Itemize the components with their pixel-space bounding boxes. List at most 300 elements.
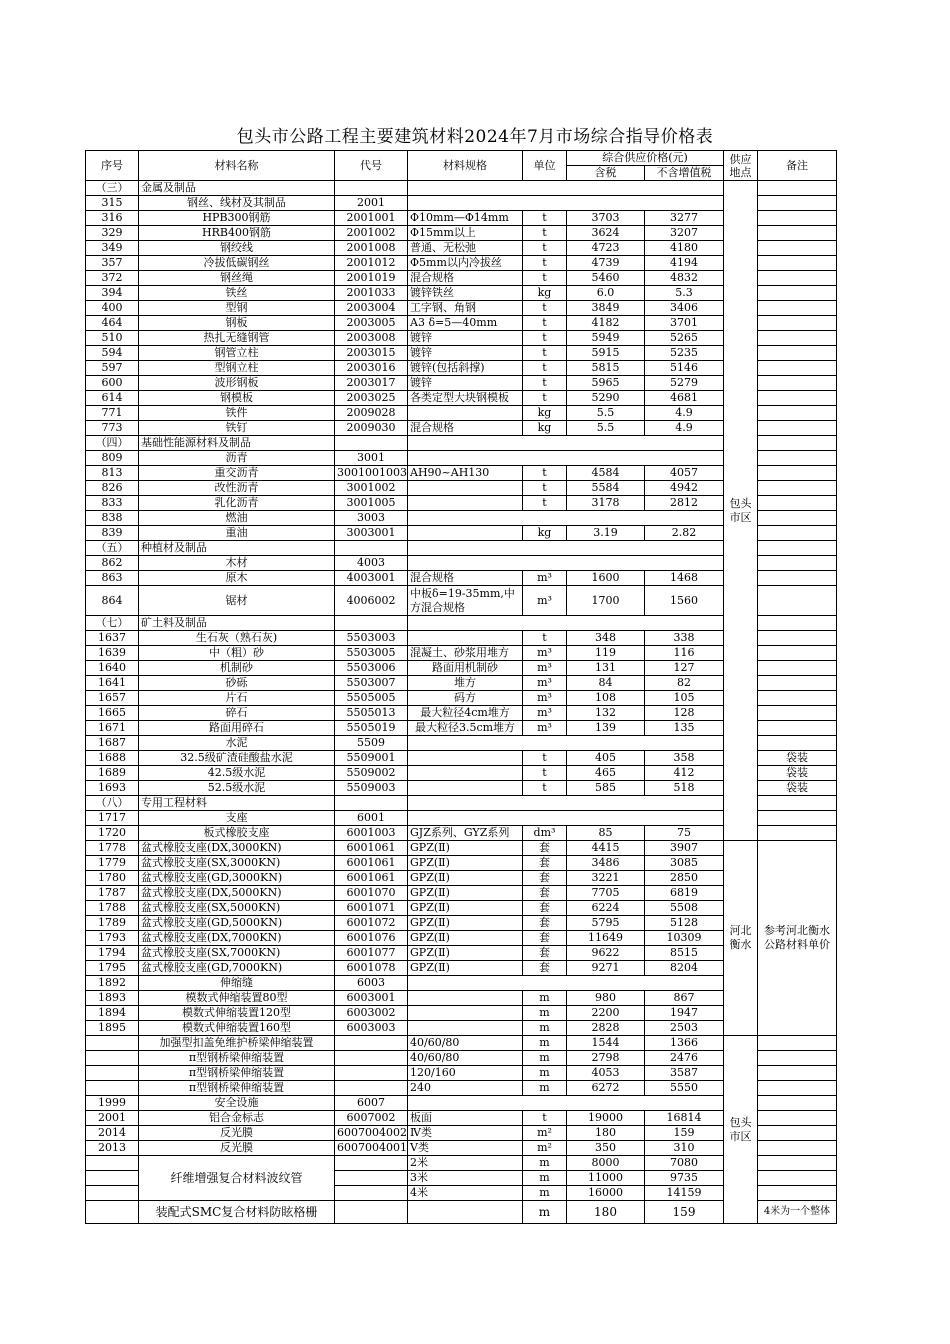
cell-code: 6001061 xyxy=(335,871,408,886)
cell-unit: kg xyxy=(523,286,567,301)
cell-remark xyxy=(758,1066,837,1081)
cell-price-tax-excl: 5128 xyxy=(645,916,724,931)
cell-spec: 镀锌 xyxy=(408,376,523,391)
cell-name: 盆式橡胶支座(GD,7000KN) xyxy=(139,961,335,976)
cell-code xyxy=(335,796,408,811)
cell-seq: 1720 xyxy=(86,826,139,841)
cell-seq: 349 xyxy=(86,241,139,256)
cell-spec xyxy=(408,751,523,766)
cell-price-tax-excl: 310 xyxy=(645,1141,724,1156)
cell-price-tax-excl: 3701 xyxy=(645,316,724,331)
cell-code: 2001 xyxy=(335,196,408,211)
cell-seq: 1892 xyxy=(86,976,139,991)
cell-remark xyxy=(758,541,837,556)
cell-remark xyxy=(758,691,837,706)
cell-price-tax-excl: 2812 xyxy=(645,496,724,511)
cell-name: 板式橡胶支座 xyxy=(139,826,335,841)
cell-unit: m³ xyxy=(523,691,567,706)
cell-code: 5503006 xyxy=(335,661,408,676)
cell-price-tax-excl: 1947 xyxy=(645,1006,724,1021)
cell-remark xyxy=(758,241,837,256)
header-tax-excl: 不含增值税 xyxy=(645,166,724,181)
cell-spec: 各类定型大块钢模板 xyxy=(408,391,523,406)
cell-remark xyxy=(758,511,837,526)
cell-seq: 1893 xyxy=(86,991,139,1006)
cell-price-tax-incl: 3849 xyxy=(567,301,645,316)
cell-price-tax-excl: 518 xyxy=(645,781,724,796)
cell-name: 热扎无缝钢管 xyxy=(139,331,335,346)
cell-remark xyxy=(758,1036,837,1051)
cell-seq: 1657 xyxy=(86,691,139,706)
subsection-title: 水泥 xyxy=(139,736,335,751)
page-title: 包头市公路工程主要建筑材料2024年7月市场综合指导价格表 xyxy=(236,127,714,147)
cell-empty xyxy=(408,436,724,451)
cell-price-tax-incl: 180 xyxy=(567,1126,645,1141)
cell-remark xyxy=(758,361,837,376)
cell-name: 钢绞线 xyxy=(139,241,335,256)
cell-unit: t xyxy=(523,481,567,496)
cell-code: 4003001 xyxy=(335,571,408,586)
cell-code: 6001061 xyxy=(335,856,408,871)
cell-remark xyxy=(758,391,837,406)
cell-spec xyxy=(408,1021,523,1036)
cell-price-tax-excl: 1468 xyxy=(645,571,724,586)
cell-seq: 1789 xyxy=(86,916,139,931)
cell-name: HPB300钢筋 xyxy=(139,211,335,226)
cell-remark xyxy=(758,331,837,346)
cell-remark xyxy=(758,211,837,226)
cell-price-tax-excl: 4832 xyxy=(645,271,724,286)
cell-price-tax-excl: 9735 xyxy=(645,1171,724,1186)
cell-code xyxy=(335,1081,408,1096)
cell-price-tax-excl: 4.9 xyxy=(645,421,724,436)
cell-price-tax-excl: 3277 xyxy=(645,211,724,226)
cell-price-tax-incl: 4182 xyxy=(567,316,645,331)
cell-empty xyxy=(408,736,724,751)
table-body xyxy=(86,181,837,1224)
cell-price-tax-excl: 3406 xyxy=(645,301,724,316)
cell-price-tax-excl: 82 xyxy=(645,676,724,691)
cell-remark: 袋装 xyxy=(758,751,837,766)
cell-price-tax-excl: 867 xyxy=(645,991,724,1006)
cell-spec xyxy=(408,631,523,646)
cell-seq: 1639 xyxy=(86,646,139,661)
cell-unit: m³ xyxy=(523,706,567,721)
cell-code xyxy=(335,1201,408,1224)
cell-spec xyxy=(408,481,523,496)
cell-price-tax-excl: 4.9 xyxy=(645,406,724,421)
cell-price-tax-excl: 5279 xyxy=(645,376,724,391)
cell-seq xyxy=(86,1201,139,1224)
cell-price-tax-excl: 75 xyxy=(645,826,724,841)
cell-remark xyxy=(758,421,837,436)
cell-code: 5503003 xyxy=(335,631,408,646)
cell-unit: 套 xyxy=(523,841,567,856)
cell-unit: 套 xyxy=(523,931,567,946)
cell-unit: m xyxy=(523,1006,567,1021)
cell-seq: 1794 xyxy=(86,946,139,961)
cell-price-tax-excl: 412 xyxy=(645,766,724,781)
cell-remark xyxy=(758,376,837,391)
cell-code: 6001061 xyxy=(335,841,408,856)
cell-name: 盆式橡胶支座(SX,7000KN) xyxy=(139,946,335,961)
cell-unit: kg xyxy=(523,421,567,436)
cell-spec xyxy=(408,1006,523,1021)
cell-spec: 混合规格 xyxy=(408,571,523,586)
cell-price-tax-incl: 84 xyxy=(567,676,645,691)
cell-remark xyxy=(758,661,837,676)
cell-seq: 862 xyxy=(86,556,139,571)
cell-seq: （三） xyxy=(86,181,139,196)
cell-code: 6001078 xyxy=(335,961,408,976)
cell-unit: m xyxy=(523,1081,567,1096)
cell-price-tax-incl: 5815 xyxy=(567,361,645,376)
cell-code: 4003 xyxy=(335,556,408,571)
cell-price-tax-excl: 1366 xyxy=(645,1036,724,1051)
cell-code xyxy=(335,1036,408,1051)
cell-name: 机制砂 xyxy=(139,661,335,676)
cell-name: 盆式橡胶支座(SX,3000KN) xyxy=(139,856,335,871)
cell-remark xyxy=(758,736,837,751)
header-code: 代号 xyxy=(335,151,408,181)
cell-seq: 1637 xyxy=(86,631,139,646)
cell-name: 反光膜 xyxy=(139,1126,335,1141)
cell-name: 重油 xyxy=(139,526,335,541)
cell-remark xyxy=(758,796,837,811)
subsection-title: 木材 xyxy=(139,556,335,571)
cell-code: 2001012 xyxy=(335,256,408,271)
cell-spec: GPZ(Ⅱ) xyxy=(408,916,523,931)
cell-name: 生石灰（熟石灰) xyxy=(139,631,335,646)
cell-remark xyxy=(758,721,837,736)
cell-remark xyxy=(758,631,837,646)
cell-price-tax-excl: 4194 xyxy=(645,256,724,271)
cell-remark xyxy=(758,706,837,721)
cell-seq: 1693 xyxy=(86,781,139,796)
cell-seq: （四） xyxy=(86,436,139,451)
cell-code: 5509001 xyxy=(335,751,408,766)
cell-remark xyxy=(758,1141,837,1156)
cell-price-tax-incl: 1600 xyxy=(567,571,645,586)
cell-name: 盆式橡胶支座(DX,3000KN) xyxy=(139,841,335,856)
cell-unit: t xyxy=(523,391,567,406)
cell-code xyxy=(335,541,408,556)
subsection-title: 支座 xyxy=(139,811,335,826)
cell-seq: 838 xyxy=(86,511,139,526)
cell-spec: 中板δ=19-35mm,中方混合规格 xyxy=(408,586,523,616)
cell-price-tax-excl: 8515 xyxy=(645,946,724,961)
cell-remark xyxy=(758,436,837,451)
header-tax-incl: 含税 xyxy=(567,166,645,181)
cell-remark xyxy=(758,646,837,661)
cell-unit: t xyxy=(523,361,567,376)
cell-code: 6003001 xyxy=(335,991,408,1006)
cell-name: 钢板 xyxy=(139,316,335,331)
cell-spec: 3米 xyxy=(408,1171,523,1186)
cell-code xyxy=(335,181,408,196)
cell-empty xyxy=(408,556,724,571)
cell-name: π型钢桥梁伸缩装置 xyxy=(139,1051,335,1066)
cell-code: 2001002 xyxy=(335,226,408,241)
cell-price-tax-incl: 3624 xyxy=(567,226,645,241)
cell-empty xyxy=(408,796,724,811)
cell-code: 5503005 xyxy=(335,646,408,661)
cell-unit: t xyxy=(523,256,567,271)
cell-spec xyxy=(408,781,523,796)
cell-seq: 773 xyxy=(86,421,139,436)
cell-seq xyxy=(86,1066,139,1081)
cell-remark xyxy=(758,451,837,466)
cell-code: 6001070 xyxy=(335,886,408,901)
cell-price-tax-incl: 119 xyxy=(567,646,645,661)
section-title: 种植材及制品 xyxy=(139,541,335,556)
cell-code xyxy=(335,1156,408,1171)
cell-price-tax-excl: 8204 xyxy=(645,961,724,976)
cell-unit: t xyxy=(523,346,567,361)
cell-seq: 1787 xyxy=(86,886,139,901)
cell-seq: 1640 xyxy=(86,661,139,676)
cell-unit: t xyxy=(523,316,567,331)
cell-code xyxy=(335,1171,408,1186)
cell-spec: 路面用机制砂 xyxy=(408,661,523,676)
cell-price-tax-excl: 105 xyxy=(645,691,724,706)
cell-seq xyxy=(86,1081,139,1096)
cell-spec: 2米 xyxy=(408,1156,523,1171)
subsection-title: 伸缩缝 xyxy=(139,976,335,991)
cell-price-tax-excl: 2.82 xyxy=(645,526,724,541)
cell-price-tax-excl: 338 xyxy=(645,631,724,646)
cell-name: 冷拔低碳钢丝 xyxy=(139,256,335,271)
cell-name: HRB400钢筋 xyxy=(139,226,335,241)
cell-price-tax-incl: 5949 xyxy=(567,331,645,346)
cell-seq: 600 xyxy=(86,376,139,391)
cell-price-tax-excl: 1560 xyxy=(645,586,724,616)
cell-spec: GPZ(Ⅱ) xyxy=(408,856,523,871)
cell-price-tax-incl: 85 xyxy=(567,826,645,841)
cell-code: 6003 xyxy=(335,976,408,991)
cell-unit: 套 xyxy=(523,871,567,886)
cell-spec: GPZ(Ⅱ) xyxy=(408,886,523,901)
cell-unit: kg xyxy=(523,526,567,541)
cell-price-tax-incl: 5460 xyxy=(567,271,645,286)
cell-price-tax-incl: 3.19 xyxy=(567,526,645,541)
price-table xyxy=(85,150,837,1224)
cell-seq: 864 xyxy=(86,586,139,616)
cell-price-tax-incl: 9622 xyxy=(567,946,645,961)
cell-seq: 316 xyxy=(86,211,139,226)
cell-seq: 400 xyxy=(86,301,139,316)
cell-name: 型钢立柱 xyxy=(139,361,335,376)
cell-name: 纤维增强复合材料波纹管 xyxy=(139,1156,335,1201)
cell-remark xyxy=(758,286,837,301)
cell-unit: dm³ xyxy=(523,826,567,841)
cell-name: 铁钉 xyxy=(139,421,335,436)
cell-price-tax-excl: 4681 xyxy=(645,391,724,406)
cell-seq: 1778 xyxy=(86,841,139,856)
cell-unit: t xyxy=(523,211,567,226)
cell-spec: 4米 xyxy=(408,1186,523,1201)
cell-unit: t xyxy=(523,241,567,256)
cell-unit: t xyxy=(523,376,567,391)
cell-code: 3001005 xyxy=(335,496,408,511)
cell-price-tax-excl: 16814 xyxy=(645,1111,724,1126)
cell-price-tax-incl: 108 xyxy=(567,691,645,706)
cell-spec: Φ10mm—Φ14mm xyxy=(408,211,523,226)
cell-remark xyxy=(758,1126,837,1141)
subsection-title: 燃油 xyxy=(139,511,335,526)
cell-spec: 最大粒径4cm堆方 xyxy=(408,706,523,721)
cell-unit: 套 xyxy=(523,961,567,976)
cell-name: 波形钢板 xyxy=(139,376,335,391)
cell-seq: 1788 xyxy=(86,901,139,916)
cell-spec xyxy=(408,1201,523,1224)
cell-name: 加强型扣盖免维护桥梁伸缩装置 xyxy=(139,1036,335,1051)
cell-remark xyxy=(758,496,837,511)
subsection-title: 钢丝、线材及其制品 xyxy=(139,196,335,211)
cell-seq: 1795 xyxy=(86,961,139,976)
cell-unit: t xyxy=(523,1111,567,1126)
header-name: 材料名称 xyxy=(139,151,335,181)
cell-spec: 镀锌 xyxy=(408,346,523,361)
cell-price-tax-incl: 980 xyxy=(567,991,645,1006)
cell-code: 6007004001 xyxy=(335,1141,408,1156)
cell-seq: 2014 xyxy=(86,1126,139,1141)
cell-price-tax-incl: 11649 xyxy=(567,931,645,946)
cell-name: 模数式伸缩装置120型 xyxy=(139,1006,335,1021)
section-title: 金属及制品 xyxy=(139,181,335,196)
cell-code: 3001001003 xyxy=(335,466,408,481)
cell-code: 2003005 xyxy=(335,316,408,331)
cell-price-tax-incl: 3703 xyxy=(567,211,645,226)
cell-name: 钢管立柱 xyxy=(139,346,335,361)
cell-price-tax-excl: 10309 xyxy=(645,931,724,946)
cell-name: 装配式SMC复合材料防眩格栅 xyxy=(139,1201,335,1224)
cell-price-tax-excl: 3907 xyxy=(645,841,724,856)
cell-spec: GPZ(Ⅱ) xyxy=(408,946,523,961)
cell-price-tax-excl: 5550 xyxy=(645,1081,724,1096)
cell-spec: GPZ(Ⅱ) xyxy=(408,871,523,886)
cell-unit: 套 xyxy=(523,856,567,871)
cell-name: 钢模板 xyxy=(139,391,335,406)
table-row xyxy=(86,1036,837,1051)
cell-seq: 1641 xyxy=(86,676,139,691)
cell-remark xyxy=(758,676,837,691)
supply-location-baotou-2: 包头市区 xyxy=(724,1036,758,1224)
cell-name: 片石 xyxy=(139,691,335,706)
cell-code: 2001008 xyxy=(335,241,408,256)
cell-price-tax-excl: 5235 xyxy=(645,346,724,361)
cell-seq: 357 xyxy=(86,256,139,271)
table-row xyxy=(86,841,837,856)
cell-seq: 394 xyxy=(86,286,139,301)
subsection-title: 沥青 xyxy=(139,451,335,466)
cell-remark xyxy=(758,316,837,331)
cell-remark xyxy=(758,1111,837,1126)
cell-spec xyxy=(408,991,523,1006)
cell-price-tax-incl: 3178 xyxy=(567,496,645,511)
cell-remark xyxy=(758,526,837,541)
cell-seq: 329 xyxy=(86,226,139,241)
cell-remark xyxy=(758,196,837,211)
cell-spec: 240 xyxy=(408,1081,523,1096)
cell-spec: GJZ系列、GYZ系列 xyxy=(408,826,523,841)
cell-seq: 1779 xyxy=(86,856,139,871)
cell-remark xyxy=(758,301,837,316)
cell-seq: 1671 xyxy=(86,721,139,736)
cell-price-tax-incl: 4723 xyxy=(567,241,645,256)
cell-spec: 镀锌(包括斜撑) xyxy=(408,361,523,376)
header-seq: 序号 xyxy=(86,151,139,181)
cell-code: 5509002 xyxy=(335,766,408,781)
cell-name: 铁件 xyxy=(139,406,335,421)
cell-price-tax-excl: 2850 xyxy=(645,871,724,886)
cell-unit: t xyxy=(523,226,567,241)
cell-price-tax-incl: 5584 xyxy=(567,481,645,496)
cell-price-tax-incl: 5795 xyxy=(567,916,645,931)
cell-price-tax-incl: 405 xyxy=(567,751,645,766)
cell-spec: Φ5mm以内冷拔丝 xyxy=(408,256,523,271)
cell-seq: 1894 xyxy=(86,1006,139,1021)
cell-name: π型钢桥梁伸缩装置 xyxy=(139,1066,335,1081)
cell-seq: 1895 xyxy=(86,1021,139,1036)
section-title: 专用工程材料 xyxy=(139,796,335,811)
cell-seq: 1780 xyxy=(86,871,139,886)
cell-unit: m³ xyxy=(523,646,567,661)
header-supply: 供应地点 xyxy=(724,151,758,181)
header-spec: 材料规格 xyxy=(408,151,523,181)
cell-name: 铁丝 xyxy=(139,286,335,301)
cell-name: 42.5级水泥 xyxy=(139,766,335,781)
cell-price-tax-incl: 1544 xyxy=(567,1036,645,1051)
cell-spec: GPZ(Ⅱ) xyxy=(408,841,523,856)
cell-seq: 614 xyxy=(86,391,139,406)
cell-price-tax-excl: 159 xyxy=(645,1201,724,1224)
cell-price-tax-excl: 7080 xyxy=(645,1156,724,1171)
cell-seq xyxy=(86,1156,139,1171)
cell-code: 6003003 xyxy=(335,1021,408,1036)
cell-name: 钢丝绳 xyxy=(139,271,335,286)
cell-empty xyxy=(408,1096,724,1111)
cell-price-tax-excl: 4942 xyxy=(645,481,724,496)
cell-price-tax-incl: 6224 xyxy=(567,901,645,916)
header-unit: 单位 xyxy=(523,151,567,181)
cell-code: 2001001 xyxy=(335,211,408,226)
cell-code: 2003025 xyxy=(335,391,408,406)
cell-code: 6001077 xyxy=(335,946,408,961)
cell-code: 6001071 xyxy=(335,901,408,916)
cell-seq: 1717 xyxy=(86,811,139,826)
cell-name: 路面用碎石 xyxy=(139,721,335,736)
cell-price-tax-incl: 1700 xyxy=(567,586,645,616)
cell-name: 盆式橡胶支座(DX,7000KN) xyxy=(139,931,335,946)
cell-price-tax-incl: 180 xyxy=(567,1201,645,1224)
cell-code: 2001033 xyxy=(335,286,408,301)
cell-price-tax-incl: 2200 xyxy=(567,1006,645,1021)
cell-seq xyxy=(86,1036,139,1051)
cell-remark: 袋装 xyxy=(758,766,837,781)
cell-unit: t xyxy=(523,466,567,481)
cell-spec: 板面 xyxy=(408,1111,523,1126)
cell-remark: 袋装 xyxy=(758,781,837,796)
cell-price-tax-incl: 5.5 xyxy=(567,406,645,421)
cell-empty xyxy=(408,811,724,826)
cell-price-tax-incl: 5.5 xyxy=(567,421,645,436)
cell-price-tax-incl: 3221 xyxy=(567,871,645,886)
header-price-group: 综合供应价格(元) xyxy=(567,151,724,166)
cell-price-tax-incl: 465 xyxy=(567,766,645,781)
cell-spec: 混凝土、砂浆用堆方 xyxy=(408,646,523,661)
cell-price-tax-incl: 6.0 xyxy=(567,286,645,301)
